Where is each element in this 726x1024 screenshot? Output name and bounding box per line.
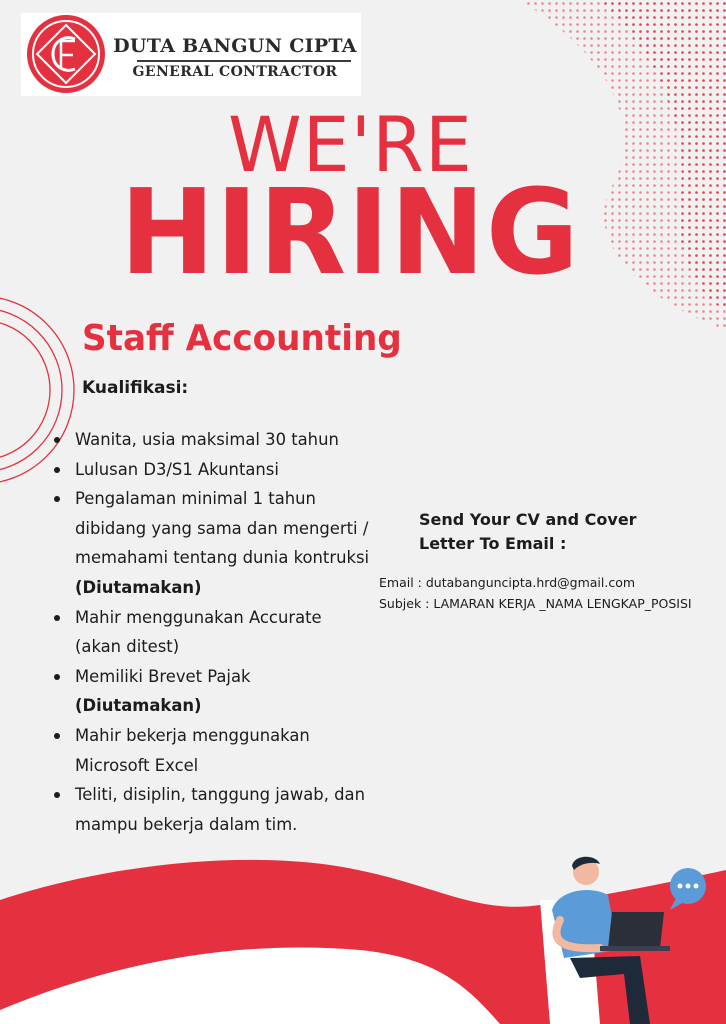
list-item: Teliti, disiplin, tanggung jawab, dan mampu bekerja dalam tim. bbox=[50, 780, 370, 839]
apply-instructions bbox=[419, 508, 679, 556]
contact-details bbox=[379, 572, 692, 614]
priority-note: (Diutamakan) bbox=[75, 696, 202, 716]
company-tagline: GENERAL CONTRACTOR bbox=[132, 64, 338, 80]
list-item: Pengalaman minimal 1 tahun dibidang yang sama dan mengerti / memahami tentang dunia kontruksi (Diutamakan) bbox=[50, 484, 370, 602]
logo-divider bbox=[137, 60, 351, 62]
list-item: Lulusan D3/S1 Akuntansi bbox=[50, 455, 370, 485]
email-subject: Subjek : LAMARAN KERJA _NAMA LENGKAP_POSISI bbox=[379, 596, 692, 611]
company-name: DUTA BANGUN CIPTA bbox=[113, 35, 357, 57]
qualifications-heading: Kualifikasi: bbox=[82, 378, 189, 398]
job-position-title: Staff Accounting bbox=[82, 318, 402, 359]
apply-line-1: Send Your CV and Cover bbox=[419, 510, 637, 529]
laptop-icon bbox=[608, 912, 664, 948]
company-emblem-icon bbox=[25, 13, 107, 95]
qualifications-list bbox=[50, 425, 370, 839]
company-logo bbox=[21, 13, 361, 96]
list-item: Wanita, usia maksimal 30 tahun bbox=[50, 425, 370, 455]
chat-bubble-icon bbox=[670, 868, 706, 910]
list-item: Memiliki Brevet Pajak (Diutamakan) bbox=[50, 662, 370, 721]
priority-note: (Diutamakan) bbox=[75, 577, 202, 597]
person-laptop-illustration bbox=[530, 840, 726, 1024]
headline-hiring: HIRING bbox=[120, 163, 580, 301]
apply-line-2: Letter To Email : bbox=[419, 534, 567, 553]
email-address[interactable]: Email : dutabanguncipta.hrd@gmail.com bbox=[379, 575, 636, 590]
list-item: Mahir bekerja menggunakan Microsoft Excel bbox=[50, 721, 370, 780]
headline-were: WE'RE bbox=[228, 100, 473, 189]
list-item: Mahir menggunakan Accurate (akan ditest) bbox=[50, 603, 370, 662]
